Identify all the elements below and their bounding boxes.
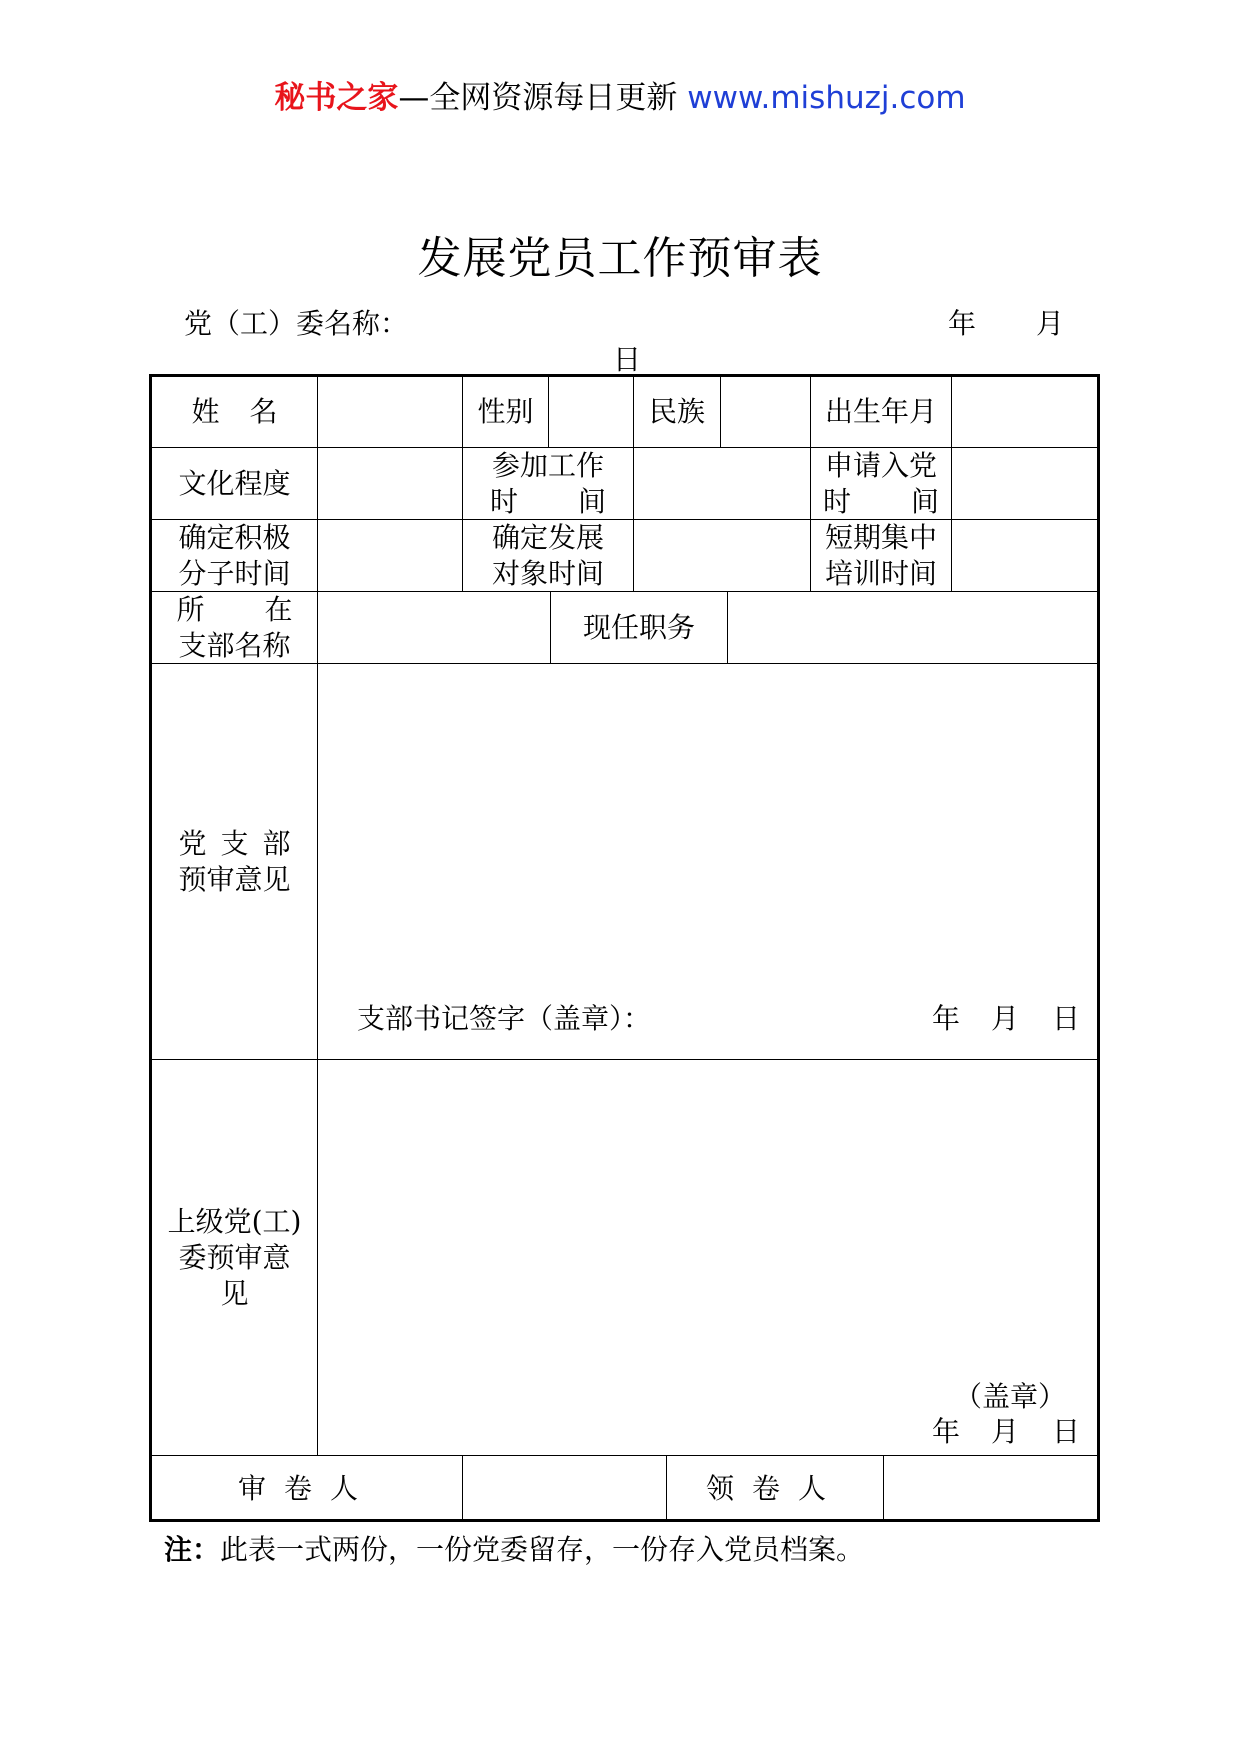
activist-label-line2: 分子时间 bbox=[178, 556, 291, 590]
position-label: 现任职务 bbox=[582, 610, 695, 644]
branch-field[interactable] bbox=[318, 592, 550, 663]
branch-label-line2: 支部名称 bbox=[178, 628, 291, 662]
branch-opinion-label-line2: 预审意见 bbox=[178, 862, 291, 896]
branch-label-char2: 在 bbox=[264, 592, 293, 626]
form-title: 发展党员工作预审表 bbox=[417, 233, 823, 284]
branch-date-month: 月 bbox=[991, 1002, 1020, 1035]
work-start-label-char1: 时 bbox=[490, 484, 519, 518]
receiver-label: 领卷人 bbox=[705, 1472, 844, 1505]
birth-field[interactable] bbox=[952, 377, 1097, 447]
branch-label bbox=[152, 592, 317, 663]
candidate-label-line1: 确定发展 bbox=[491, 520, 604, 554]
activist-field[interactable] bbox=[318, 520, 462, 591]
activist-label bbox=[152, 520, 317, 591]
work-start-label-char2: 间 bbox=[577, 484, 606, 518]
work-start-field[interactable] bbox=[634, 448, 810, 519]
ethnicity-field[interactable] bbox=[721, 377, 810, 447]
apply-time-label bbox=[811, 448, 951, 519]
gender-field[interactable] bbox=[549, 377, 633, 447]
upper-opinion-label-line2: 委预审意 bbox=[178, 1240, 291, 1274]
footnote bbox=[164, 1528, 864, 1568]
name-label-char2: 名 bbox=[249, 395, 278, 428]
footnote-text: 此表一式两份，一份党委留存，一份存入党员档案。 bbox=[220, 1533, 865, 1566]
work-start-label-line1: 参加工作 bbox=[491, 448, 604, 482]
training-field[interactable] bbox=[952, 520, 1097, 591]
upper-date-day: 日 bbox=[1052, 1415, 1081, 1448]
name-label-cell bbox=[152, 377, 317, 447]
upper-date-month: 月 bbox=[991, 1415, 1020, 1448]
reviewer-label: 审卷人 bbox=[237, 1472, 376, 1505]
branch-opinion-label bbox=[152, 664, 317, 1059]
apply-time-field[interactable] bbox=[952, 448, 1097, 519]
name-field[interactable] bbox=[318, 377, 462, 447]
birth-label: 出生年月 bbox=[824, 395, 937, 428]
training-label bbox=[811, 520, 951, 591]
apply-time-label-line1: 申请入党 bbox=[824, 448, 937, 482]
position-field[interactable] bbox=[728, 592, 1097, 663]
upper-opinion-label-line1: 上级党(工) bbox=[167, 1204, 302, 1238]
receiver-field[interactable] bbox=[884, 1456, 1097, 1522]
training-label-line1: 短期集中 bbox=[824, 520, 937, 554]
form-table bbox=[149, 374, 1100, 1522]
meta-year: 年 bbox=[948, 307, 977, 340]
apply-time-label-char2: 间 bbox=[910, 484, 939, 518]
work-start-label bbox=[463, 448, 633, 519]
branch-signature-label: 支部书记签字（盖章）： bbox=[357, 1002, 652, 1035]
gender-label: 性别 bbox=[477, 395, 534, 428]
footnote-prefix: 注： bbox=[164, 1533, 221, 1566]
upper-opinion-field[interactable] bbox=[318, 1060, 1097, 1455]
name-label-char1: 姓 bbox=[191, 395, 220, 428]
upper-opinion-label bbox=[152, 1060, 317, 1455]
upper-seal-label: （盖章） bbox=[954, 1380, 1067, 1413]
branch-date-day: 日 bbox=[1052, 1002, 1081, 1035]
upper-opinion-label-line3: 见 bbox=[220, 1276, 249, 1310]
education-field[interactable] bbox=[318, 448, 462, 519]
apply-time-label-char1: 时 bbox=[823, 484, 852, 518]
banner-url[interactable]: www.mishuzj.com bbox=[687, 80, 966, 116]
banner-brand: 秘书之家 bbox=[274, 80, 399, 116]
candidate-field[interactable] bbox=[634, 520, 810, 591]
education-label: 文化程度 bbox=[178, 466, 291, 500]
training-label-line2: 培训时间 bbox=[824, 556, 937, 590]
meta-month: 月 bbox=[1036, 307, 1065, 340]
meta-day: 日 bbox=[613, 343, 642, 376]
branch-opinion-label-line1: 党支部 bbox=[178, 826, 305, 860]
reviewer-field[interactable] bbox=[463, 1456, 666, 1522]
activist-label-line1: 确定积极 bbox=[178, 520, 291, 554]
branch-label-char1: 所 bbox=[176, 592, 205, 626]
banner-tagline: —全网资源每日更新 bbox=[398, 80, 678, 116]
branch-date-year: 年 bbox=[932, 1002, 961, 1035]
site-banner bbox=[0, 72, 1240, 117]
upper-date-year: 年 bbox=[932, 1415, 961, 1448]
branch-opinion-field[interactable] bbox=[318, 664, 1097, 1059]
org-name-label: 党（工）委名称： bbox=[184, 307, 409, 340]
ethnicity-label: 民族 bbox=[648, 395, 705, 428]
candidate-label bbox=[463, 520, 633, 591]
candidate-label-line2: 对象时间 bbox=[491, 556, 604, 590]
